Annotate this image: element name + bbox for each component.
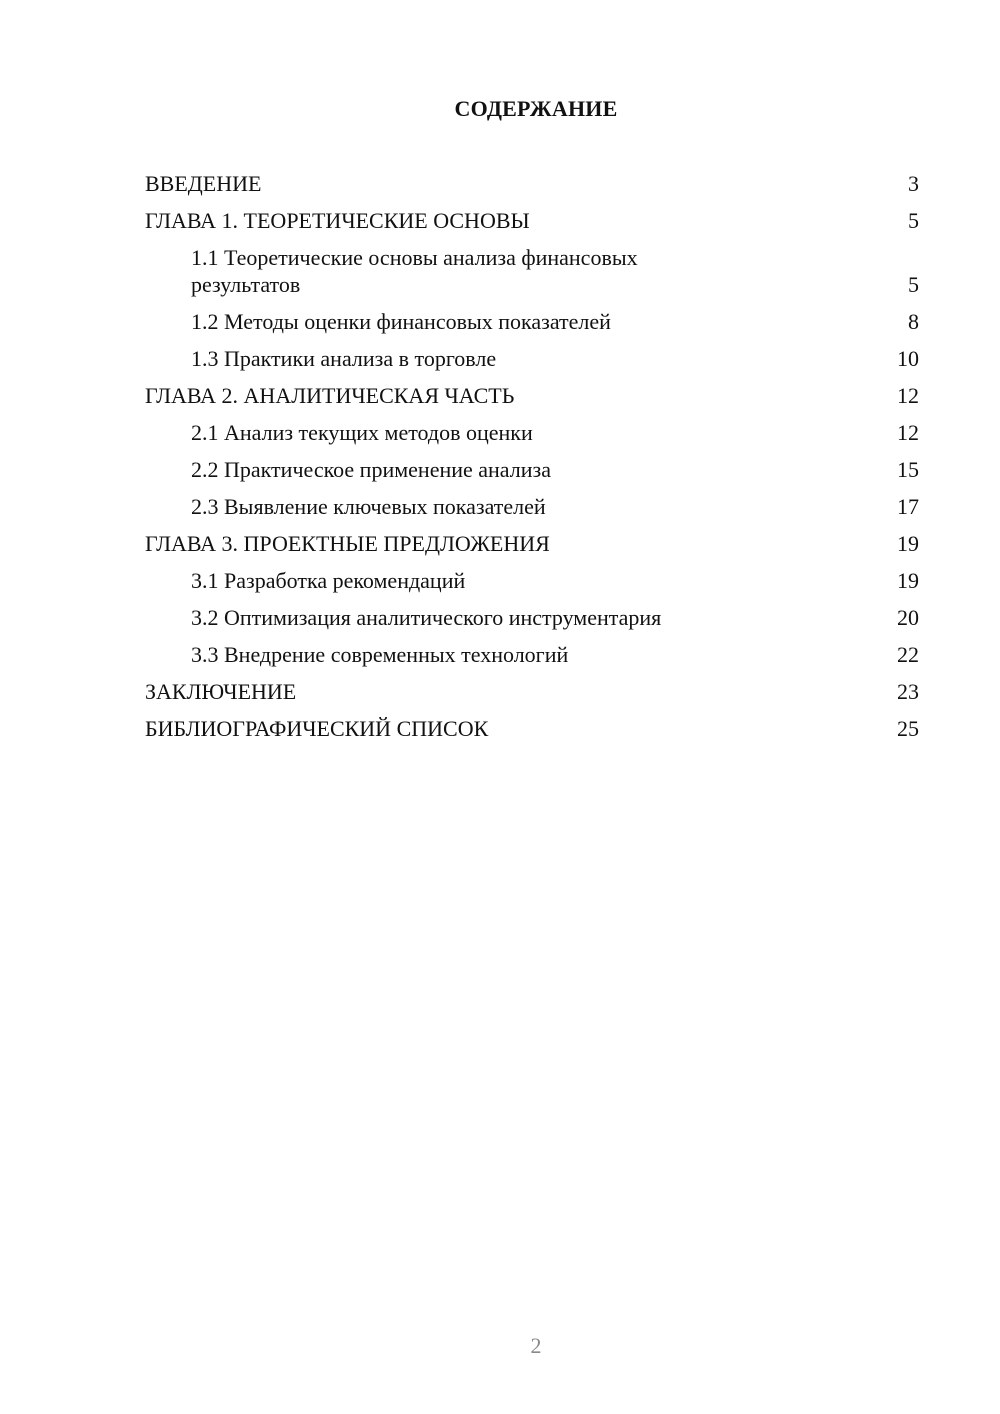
toc-entry-label: 1.2 Методы оценки финансовых показателей xyxy=(191,309,611,334)
toc-entry-label: 1.1 Теоретические основы анализа финансовых результатов xyxy=(191,245,638,297)
toc-entry-page: 15 xyxy=(897,457,919,482)
toc-entry-section-2-2[interactable] xyxy=(145,456,919,493)
toc-entry-section-1-3[interactable] xyxy=(145,345,919,382)
toc-entry-section-1-1[interactable] xyxy=(145,244,919,308)
toc-entry-section-1-2[interactable] xyxy=(145,308,919,345)
page-title: СОДЕРЖАНИЕ xyxy=(454,96,618,121)
toc-entry-label: 3.1 Разработка рекомендаций xyxy=(191,568,466,593)
toc-entry-label: 2.3 Выявление ключевых показателей xyxy=(191,494,546,519)
toc-entry-label: ГЛАВА 1. ТЕОРЕТИЧЕСКИЕ ОСНОВЫ xyxy=(145,208,530,233)
toc-entry-label: 1.3 Практики анализа в торговле xyxy=(191,346,497,371)
toc-entry-page: 12 xyxy=(897,383,919,408)
toc-entry-page: 5 xyxy=(908,208,919,233)
toc-entry-chapter-1[interactable] xyxy=(145,207,919,244)
toc-entry-page: 8 xyxy=(908,309,919,334)
toc-entry-page: 22 xyxy=(897,642,919,667)
toc-entry-page: 5 xyxy=(908,272,919,297)
toc-entry-label: 3.3 Внедрение современных технологий xyxy=(191,642,569,667)
toc-entry-page: 23 xyxy=(897,679,919,704)
toc-entry-label: ВВЕДЕНИЕ xyxy=(145,171,262,196)
toc-entry-label: БИБЛИОГРАФИЧЕСКИЙ СПИСОК xyxy=(145,716,489,741)
toc-entry-page: 19 xyxy=(897,531,919,556)
toc-entry-section-3-2[interactable] xyxy=(145,604,919,641)
toc-entry-section-3-3[interactable] xyxy=(145,641,919,678)
toc-entry-page: 12 xyxy=(897,420,919,445)
page-number: 2 xyxy=(530,1333,542,1358)
toc-entry-chapter-2[interactable] xyxy=(145,382,919,419)
toc-entry-label: 2.2 Практическое применение анализа xyxy=(191,457,551,482)
toc-entry-section-2-1[interactable] xyxy=(145,419,919,456)
toc-entry-page: 10 xyxy=(897,346,919,371)
table-of-contents xyxy=(145,170,919,752)
toc-entry-introduction[interactable] xyxy=(145,170,919,207)
toc-entry-label: ГЛАВА 2. АНАЛИТИЧЕСКАЯ ЧАСТЬ xyxy=(145,383,515,408)
toc-entry-label: 2.1 Анализ текущих методов оценки xyxy=(191,420,533,445)
toc-entry-page: 20 xyxy=(897,605,919,630)
toc-entry-page: 3 xyxy=(908,171,919,196)
toc-entry-label: ЗАКЛЮЧЕНИЕ xyxy=(145,679,297,704)
toc-entry-page: 25 xyxy=(897,716,919,741)
toc-entry-chapter-3[interactable] xyxy=(145,530,919,567)
toc-entry-conclusion[interactable] xyxy=(145,678,919,715)
toc-entry-label: ГЛАВА 3. ПРОЕКТНЫЕ ПРЕДЛОЖЕНИЯ xyxy=(145,531,550,556)
toc-entry-section-3-1[interactable] xyxy=(145,567,919,604)
toc-entry-page: 17 xyxy=(897,494,919,519)
toc-entry-label: 3.2 Оптимизация аналитического инструментария xyxy=(191,605,662,630)
toc-entry-page: 19 xyxy=(897,568,919,593)
toc-entry-section-2-3[interactable] xyxy=(145,493,919,530)
toc-entry-bibliography[interactable] xyxy=(145,715,919,752)
